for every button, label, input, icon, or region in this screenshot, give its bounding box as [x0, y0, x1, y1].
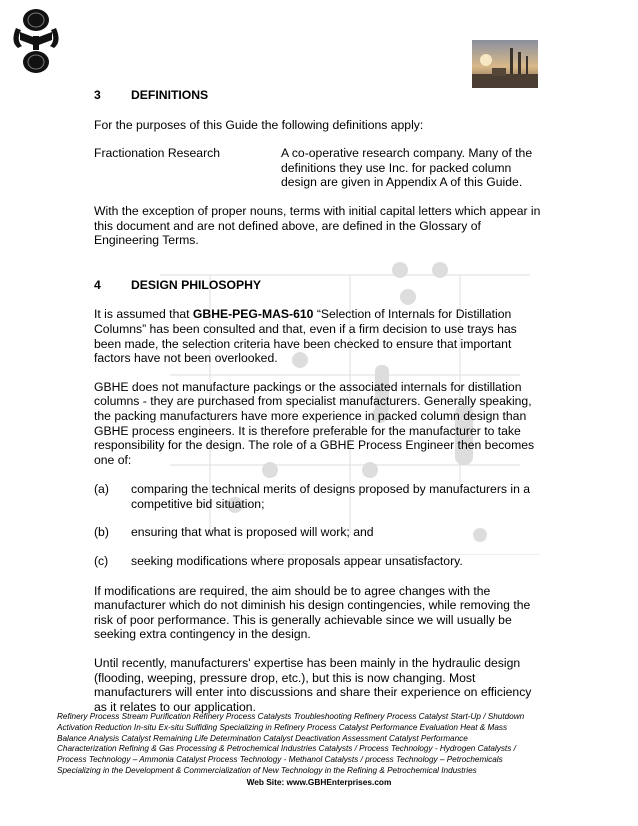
philosophy-paragraph-2: GBHE does not manufacture packings or the associated internals for distillation columns - they are purchased from specialist manufacturers. Generally speaking, the packing manufacturers have more experience in packed column design than GBHE process engineers. It is therefore preferable for the manufacturer to take responsibility for the design. The role of a GBHE Process Engineer then becomes one of: [94, 379, 535, 467]
footer-line: Characterization Refining & Gas Processing & Petrochemical Industries Catalysts / Process Technology - Hydrogen Catalysts / [57, 744, 516, 754]
section-3-title: DEFINITIONS [131, 88, 209, 102]
section-4-heading [94, 278, 546, 293]
list-item [94, 482, 546, 511]
standard-reference: GBHE-PEG-MAS-610 [192, 307, 314, 322]
list-text: ensuring that what is proposed will work; and [131, 525, 374, 540]
section-4-title: DESIGN PHILOSOPHY [131, 277, 262, 292]
footer-line: Process Technology – Ammonia Catalyst Process Technology - Methanol Catalysts / process Technology – Petrochemicals [57, 755, 503, 765]
philosophy-paragraph-3: If modifications are required, the aim should be to agree changes with the manufacturer which do not diminish his design contingencies, while removing the risk of poor performance. This is generally achievable since we will usually be seeking extra contingency in the design. [94, 583, 531, 642]
definition-row [94, 146, 546, 190]
refinery-photo [472, 40, 538, 88]
definition-text: A co-operative research company. Many of the definitions they use Inc. for packed column design are given in Appendix A of this Guide. [281, 146, 533, 190]
list-marker: (c) [94, 554, 109, 569]
definitions-intro: For the purposes of this Guide the following definitions apply: [94, 117, 424, 132]
p1-prefix: It is assumed that [94, 307, 193, 322]
p1-suffix: “Selection of Internals for Distillation Columns” has been consulted and that, even if a firm decision to use trays has been made, the selection criteria have been checked to ensure that important factors have not been overlooked. [94, 307, 517, 366]
footer-line: Activation Reduction In-situ Ex-situ Sulfiding Specializing in Refinery Process Catalyst Performance Evaluation Heat & Mass [57, 722, 508, 732]
company-logo [12, 6, 60, 78]
footer-line: Refinery Process Stream Purification Refinery Process Catalysts Troubleshooting Refinery Process Catalyst Start-Up / Shutdown [57, 712, 525, 721]
list-item [94, 554, 546, 569]
definition-term: Fractionation Research [94, 146, 220, 161]
list-marker: (b) [94, 525, 109, 540]
list-text: comparing the technical merits of designs proposed by manufacturers in a competitive bid situation; [131, 482, 531, 511]
footer-services [57, 712, 557, 777]
document-body [94, 82, 546, 714]
philosophy-paragraph-4: Until recently, manufacturers' expertise has been mainly in the hydraulic design (flooding, weeping, pressure drop, etc.), but this is now changing. Most manufacturers will enter into discussions and share their experience on efficiency as it relates to our application. [94, 656, 532, 714]
list-text: seeking modifications where proposals appear unsatisfactory. [131, 554, 463, 569]
list-item [94, 525, 546, 540]
section-3-heading [94, 88, 546, 103]
definitions-note: With the exception of proper nouns, terms with initial capital letters which appear in this document and are not defined above, are defined in the Glossary of Engineering Terms. [94, 203, 541, 248]
section-3-number: 3 [94, 88, 101, 102]
footer-line: Balance Analysis Catalyst Remaining Life Determination Catalyst Deactivation Assessment Catalyst Performance [57, 733, 468, 743]
philosophy-paragraph-1 [94, 307, 546, 365]
website-link[interactable]: Web Site: www.GBHEnterprises.com [246, 777, 392, 787]
section-4-number: 4 [94, 277, 101, 292]
list-marker: (a) [94, 482, 109, 497]
footer-line: Specializing in the Development & Commercialization of New Technology in the Refining & Petrochemical Industries [57, 765, 477, 775]
